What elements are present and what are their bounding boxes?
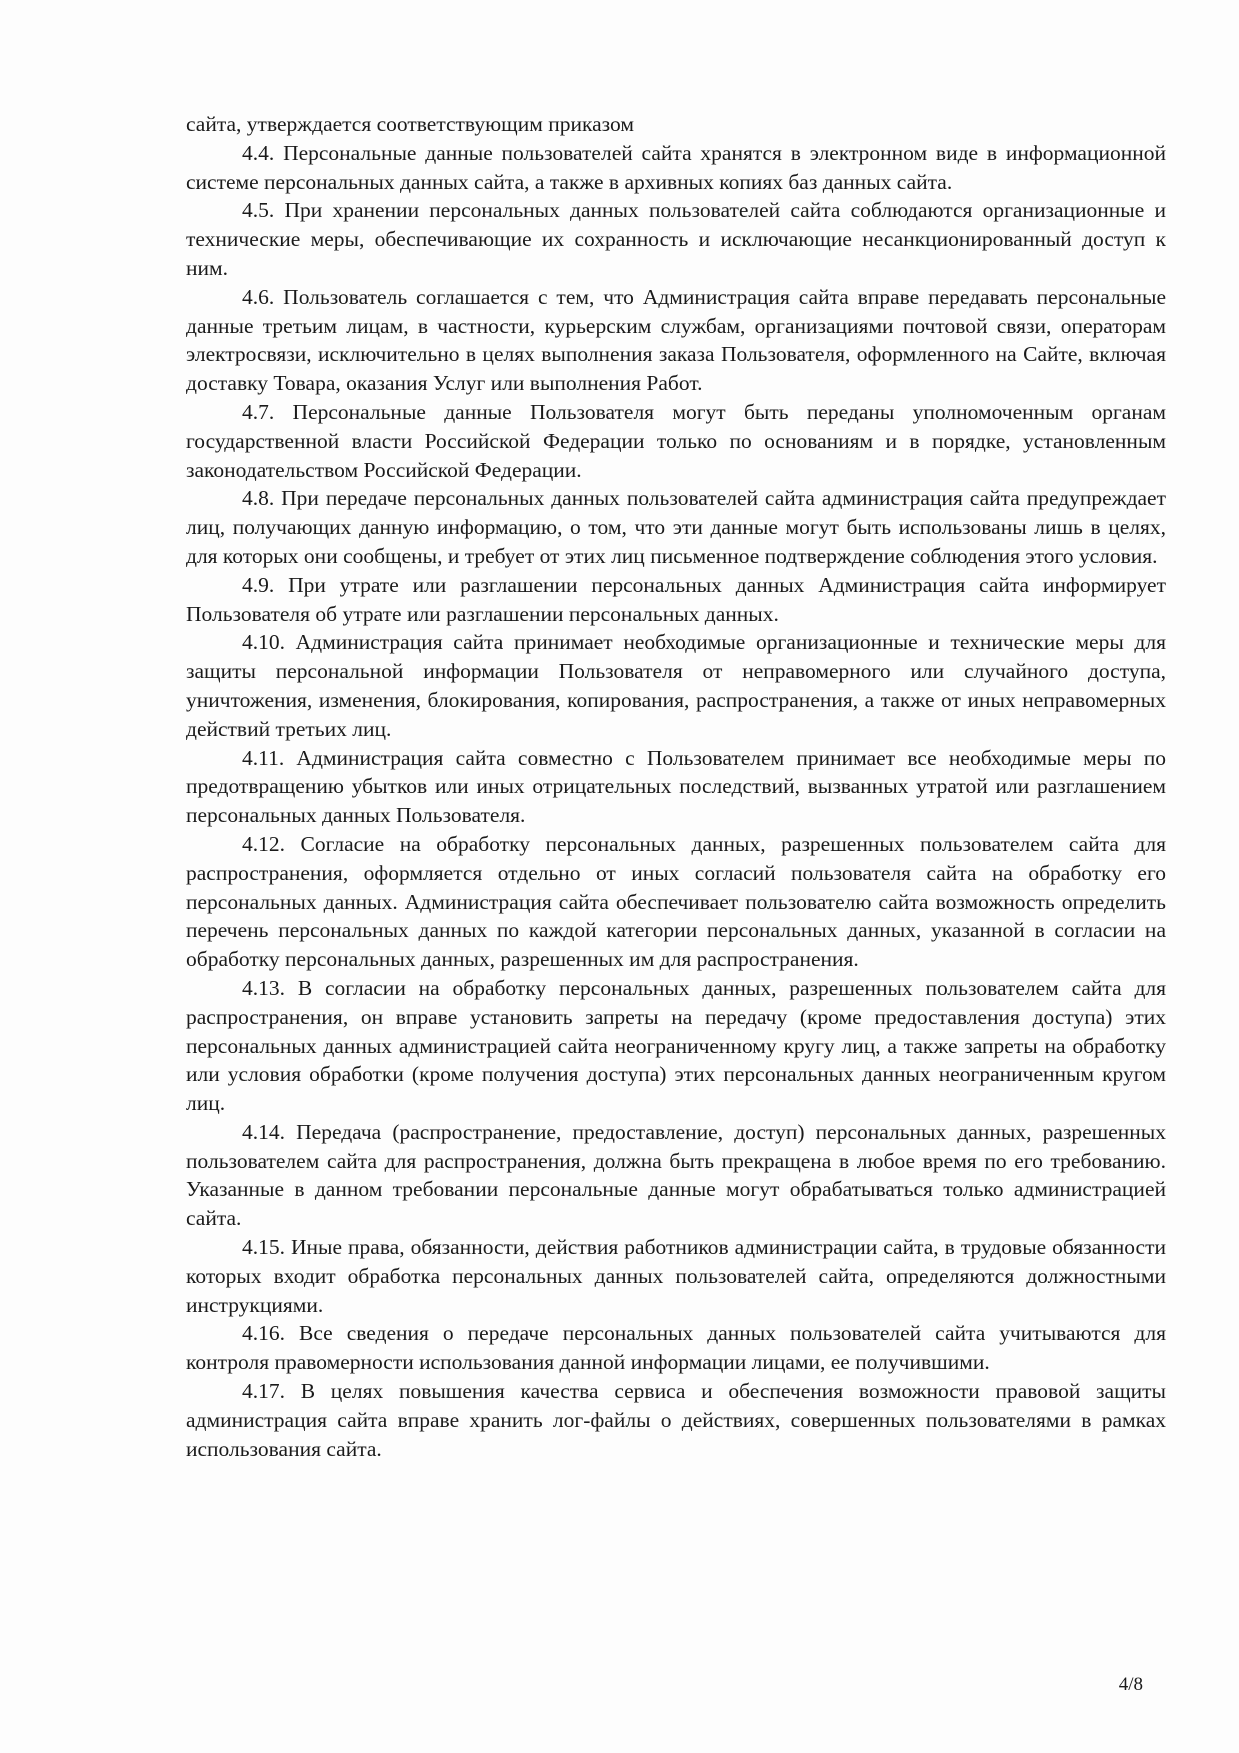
paragraph-4-16: 4.16. Все сведения о передаче персональных данных пользователей сайта учитываются для контроля правомерности использования данной информации лицами, ее получившими. (186, 1321, 1166, 1375)
paragraph-4-6: 4.6. Пользователь соглашается с тем, что Администрация сайта вправе передавать персональные данные третьим лицам, в частности, курьерским службам, организациями почтовой связи, операторам электросвязи, исключительно в целях выполнения заказа Пользователя, оформленного на Сайте, включая доставку Товара, оказания Услуг или выполнения Работ. (186, 284, 1166, 396)
paragraph-4-15: 4.15. Иные права, обязанности, действия работников администрации сайта, в трудовые обязанности которых входит обработка персональных данных пользователей сайта, определяются должностными инструкциями. (186, 1235, 1166, 1317)
paragraph-4-10: 4.10. Администрация сайта принимает необходимые организационные и технические меры для защиты персональной информации Пользователя от неправомерного или случайного доступа, уничтожения, изменения, блокирования, копирования, распространения, а также от иных неправомерных действий третьих лиц. (186, 630, 1166, 741)
paragraph-4-17: 4.17. В целях повышения качества сервиса и обеспечения возможности правовой защиты администрация сайта вправе хранить лог-файлы о действиях, совершенных пользователями в рамках использования сайта. (186, 1379, 1166, 1461)
paragraph-4-9: 4.9. При утрате или разглашении персональных данных Администрация сайта информирует Пользователя об утрате или разглашении персональных данных. (186, 572, 1166, 626)
paragraph-continuation: сайта, утверждается соответствующим приказом (186, 112, 634, 136)
paragraph-4-7: 4.7. Персональные данные Пользователя могут быть переданы уполномоченным органам государственной власти Российской Федерации только по основаниям и в порядке, установленным законодательством Российской Федерации. (186, 399, 1166, 482)
document-body (186, 110, 1166, 1463)
paragraph-4-13: 4.13. В согласии на обработку персональных данных, разрешенных пользователем сайта для распространения, он вправе установить запреты на передачу (кроме предоставления доступа) этих персональных данных администрацией сайта неограниченному кругу лиц, а также запреты на обработку или условия обработки (кроме получения доступа) этих персональных данных неограниченным кругом лиц. (186, 975, 1166, 1116)
paragraph-4-8: 4.8. При передаче персональных данных пользователей сайта администрация сайта предупреждает лиц, получающих данную информацию, о том, что эти данные могут быть использованы лишь в целях, для которых они сообщены, и требует от этих лиц письменное подтверждение соблюдения этого условия. (186, 486, 1166, 568)
paragraph-4-11: 4.11. Администрация сайта совместно с Пользователем принимает все необходимые меры по предотвращению убытков или иных отрицательных последствий, вызванных утратой или разглашением персональных данных Пользователя. (186, 745, 1166, 828)
paragraph-4-14: 4.14. Передача (распространение, предоставление, доступ) персональных данных, разрешенных пользователем сайта для распространения, должна быть прекращена в любое время по его требованию. Указанные в данном требовании персональные данные могут обрабатываться только администрацией сайта. (186, 1119, 1166, 1231)
paragraph-4-12: 4.12. Согласие на обработку персональных данных, разрешенных пользователем сайта для распространения, оформляется отдельно от иных согласий пользователя сайта на обработку его персональных данных. Администрация сайта обеспечивает пользователю сайта возможность определить перечень персональных данных по каждой категории персональных данных, указанной в согласии на обработку персональных данных, разрешенных им для распространения. (186, 831, 1166, 972)
page-number: 4/8 (1118, 1674, 1143, 1695)
paragraph-4-4: 4.4. Персональные данные пользователей сайта хранятся в электронном виде в информационной системе персональных данных сайта, а также в архивных копиях баз данных сайта. (186, 140, 1166, 194)
paragraph-4-5: 4.5. При хранении персональных данных пользователей сайта соблюдаются организационные и технические меры, обеспечивающие их сохранность и исключающие несанкционированный доступ к ним. (186, 198, 1166, 280)
